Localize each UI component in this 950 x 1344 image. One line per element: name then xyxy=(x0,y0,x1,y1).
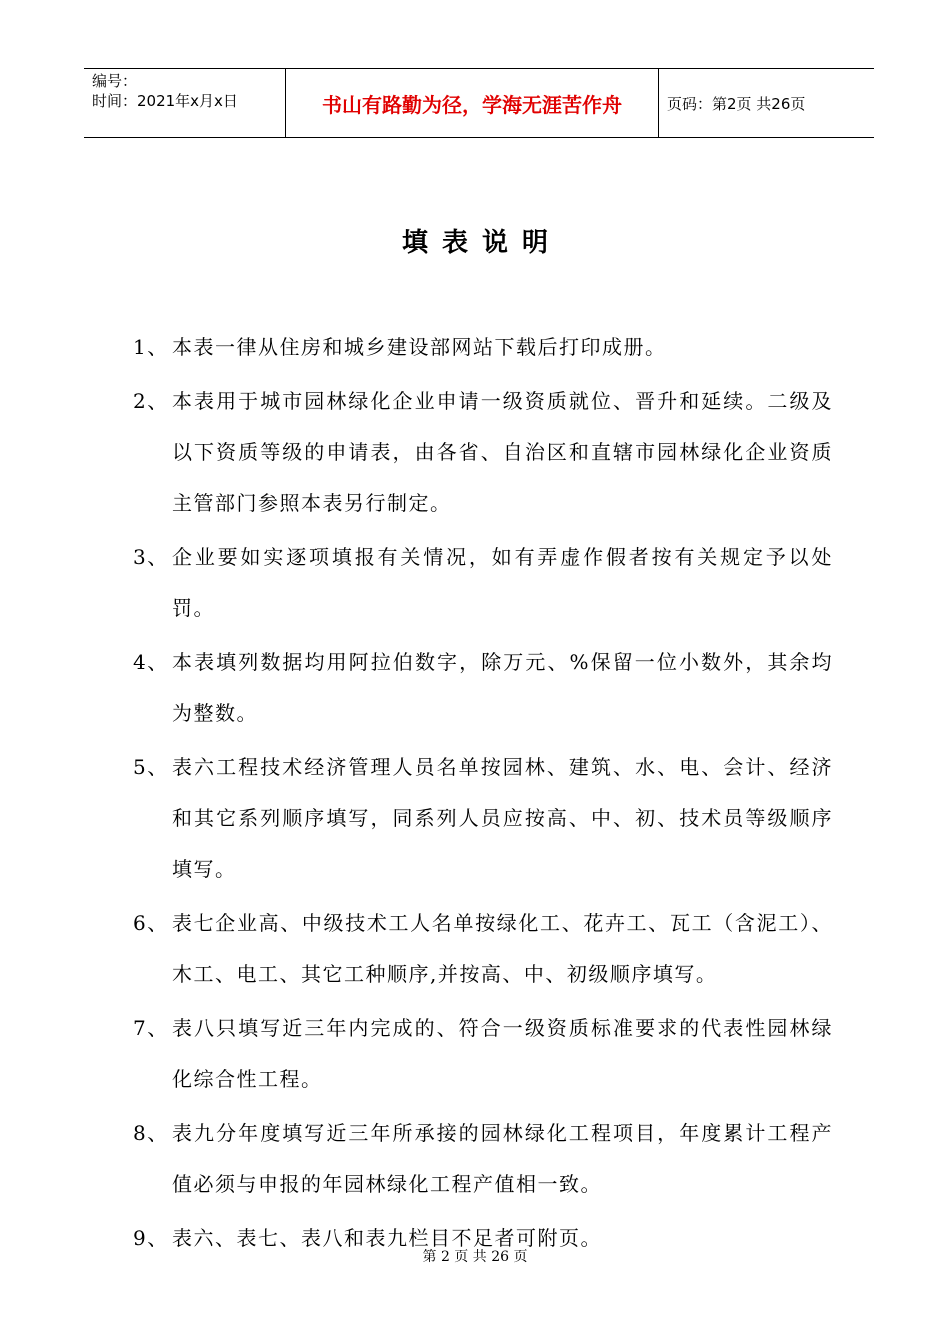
list-item xyxy=(133,322,833,373)
item-text: 表八只填写近三年内完成的、符合一级资质标准要求的代表性园林绿化综合性工程。 xyxy=(172,1016,833,1091)
item-text: 表六、表七、表八和表九栏目不足者可附页。 xyxy=(172,1226,602,1250)
list-item xyxy=(133,376,833,529)
list-item xyxy=(133,742,833,895)
instruction-list xyxy=(133,322,833,1267)
header-meta xyxy=(84,69,284,137)
list-item xyxy=(133,532,833,634)
item-text: 本表用于城市园林绿化企业申请一级资质就位、晋升和延续。二级及以下资质等级的申请表，由各省、自治区和直辖市园林绿化企业资质主管部门参照本表另行制定。 xyxy=(172,389,833,515)
header-motto: 书山有路勤为径，学海无涯苦作舟 xyxy=(322,92,622,117)
list-item xyxy=(133,898,833,1000)
time-label: 时间：2021年x月x日 xyxy=(92,92,238,110)
item-text: 本表填列数据均用阿拉伯数字，除万元、%保留一位小数外，其余均为整数。 xyxy=(172,650,833,725)
header-page-info: 页码：第2页 共26页 xyxy=(667,94,806,113)
item-number: 5、 xyxy=(133,755,169,779)
item-number: 2、 xyxy=(133,389,169,413)
item-text: 本表一律从住房和城乡建设部网站下载后打印成册。 xyxy=(172,335,667,359)
item-text: 企业要如实逐项填报有关情况，如有弄虚作假者按有关规定予以处罚。 xyxy=(172,545,833,620)
page-header xyxy=(84,68,874,138)
item-text: 表七企业高、中级技术工人名单按绿化工、花卉工、瓦工（含泥工）、木工、电工、其它工种顺序,并按高、中、初级顺序填写。 xyxy=(172,911,833,986)
item-number: 1、 xyxy=(133,335,169,359)
item-number: 4、 xyxy=(133,650,169,674)
item-number: 9、 xyxy=(133,1226,169,1250)
item-number: 8、 xyxy=(133,1121,169,1145)
number-label: 编号： xyxy=(92,72,138,90)
item-text: 表六工程技术经济管理人员名单按园林、建筑、水、电、会计、经济和其它系列顺序填写，同系列人员应按高、中、初、技术员等级顺序填写。 xyxy=(172,755,833,881)
item-text: 表九分年度填写近三年所承接的园林绿化工程项目，年度累计工程产值必须与申报的年园林绿化工程产值相一致。 xyxy=(172,1121,833,1196)
list-item xyxy=(133,637,833,739)
item-number: 7、 xyxy=(133,1016,169,1040)
item-number: 3、 xyxy=(133,545,169,569)
page-title: 填表说明 xyxy=(401,228,562,258)
item-number: 6、 xyxy=(133,911,169,935)
list-item xyxy=(133,1108,833,1210)
list-item xyxy=(133,1003,833,1105)
page-footer: 第 2 页 共 26 页 xyxy=(422,1249,528,1265)
